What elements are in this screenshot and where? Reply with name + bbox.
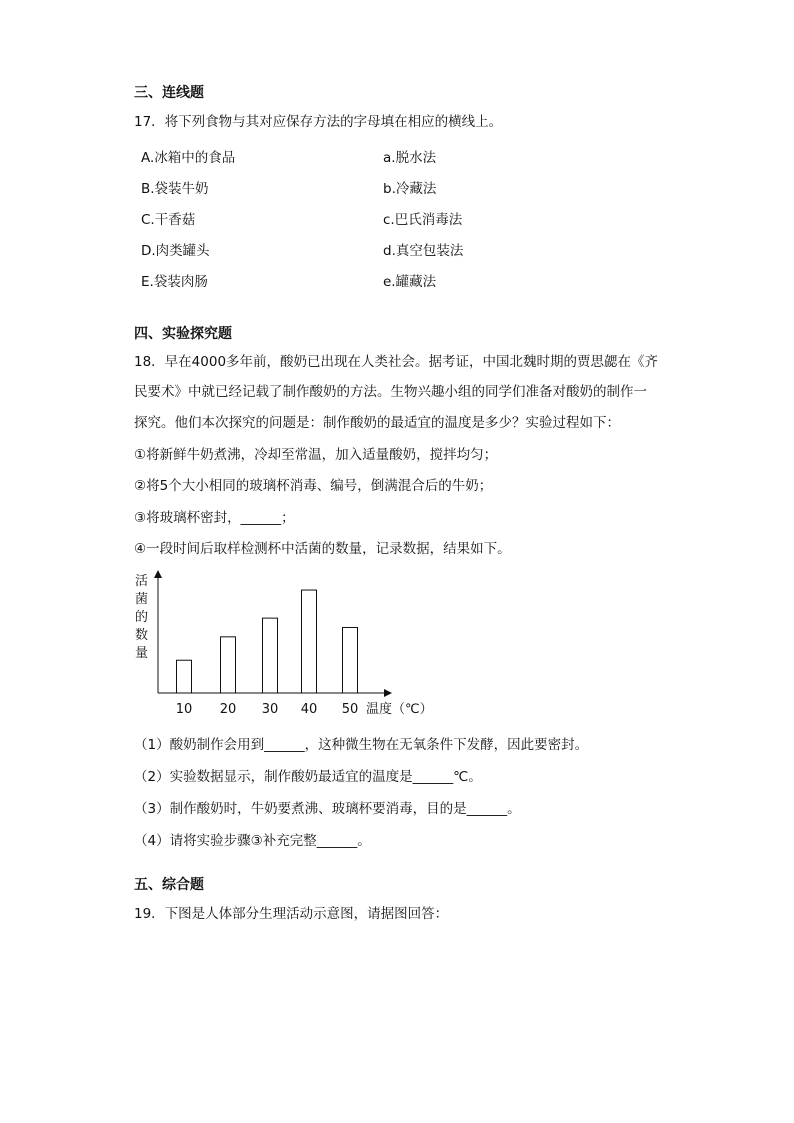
bar-20: [221, 637, 236, 693]
x-tick-label: 40: [300, 702, 318, 717]
food-item-c: C.干香菇: [141, 212, 196, 228]
bar-40: [302, 590, 317, 693]
step-2: ②将5个大小相同的玻璃杯消毒、编号，倒满混合后的牛奶；: [134, 478, 493, 494]
section-heading-5: 五、综合题: [134, 877, 204, 893]
bar-50: [343, 627, 358, 693]
sub-question-4: （4）请将实验步骤③补充完整______。: [134, 833, 371, 849]
question-18-line-2: 民要术》中就已经记载了制作酸奶的方法。生物兴趣小组的同学们准备对酸奶的制作一: [134, 384, 647, 400]
step-3: ③将玻璃杯密封，______；: [134, 510, 295, 526]
bar-30: [263, 618, 278, 693]
sub-question-2: （2）实验数据显示，制作酸奶最适宜的温度是______℃。: [134, 769, 482, 785]
y-axis-label-char: 量: [135, 646, 149, 661]
method-item-c: c.巴氏消毒法: [383, 212, 463, 228]
x-tick-label: 20: [219, 702, 237, 717]
y-axis-label-char: 的: [135, 610, 149, 625]
method-item-a: a.脱水法: [383, 150, 437, 166]
step-1: ①将新鲜牛奶煮沸，冷却至常温，加入适量酸奶，搅拌均匀；: [134, 447, 498, 463]
question-18-line-1: 18．早在4000多年前，酸奶已出现在人类社会。据考证，中国北魏时期的贾思勰在《齐: [134, 354, 659, 370]
y-axis-label-char: 数: [135, 628, 149, 643]
x-axis-label: 温度（℃）: [366, 702, 433, 717]
y-axis-label-char: 菌: [135, 592, 149, 607]
question-17: 17．将下列食物与其对应保存方法的字母填在相应的横线上。: [134, 114, 503, 130]
question-19: 19．下图是人体部分生理活动示意图，请据图回答：: [134, 906, 449, 922]
food-item-d: D.肉类罐头: [141, 243, 210, 259]
sub-question-1: （1）酸奶制作会用到______，这种微生物在无氧条件下发酵，因此要密封。: [134, 737, 589, 753]
x-tick-label: 30: [261, 702, 279, 717]
section-heading-3: 三、连线题: [134, 85, 204, 101]
y-axis-label-char: 活: [135, 574, 149, 589]
x-tick-label: 10: [175, 702, 193, 717]
step-4: ④一段时间后取样检测杯中活菌的数量，记录数据，结果如下。: [134, 541, 511, 557]
section-heading-4: 四、实验探究题: [134, 326, 232, 342]
method-item-b: b.冷藏法: [383, 181, 437, 197]
bacteria-count-chart: [128, 568, 433, 720]
food-item-e: E.袋装肉肠: [141, 274, 208, 290]
food-item-b: B.袋装牛奶: [141, 181, 209, 197]
bar-10: [177, 660, 192, 693]
sub-question-3: （3）制作酸奶时，牛奶要煮沸、玻璃杯要消毒，目的是______。: [134, 801, 521, 817]
method-item-e: e.罐藏法: [383, 274, 437, 290]
x-tick-label: 50: [341, 702, 359, 717]
food-item-a: A.冰箱中的食品: [141, 150, 236, 166]
method-item-d: d.真空包装法: [383, 243, 464, 259]
question-18-line-3: 探究。他们本次探究的问题是：制作酸奶的最适宜的温度是多少？实验过程如下：: [134, 415, 620, 431]
